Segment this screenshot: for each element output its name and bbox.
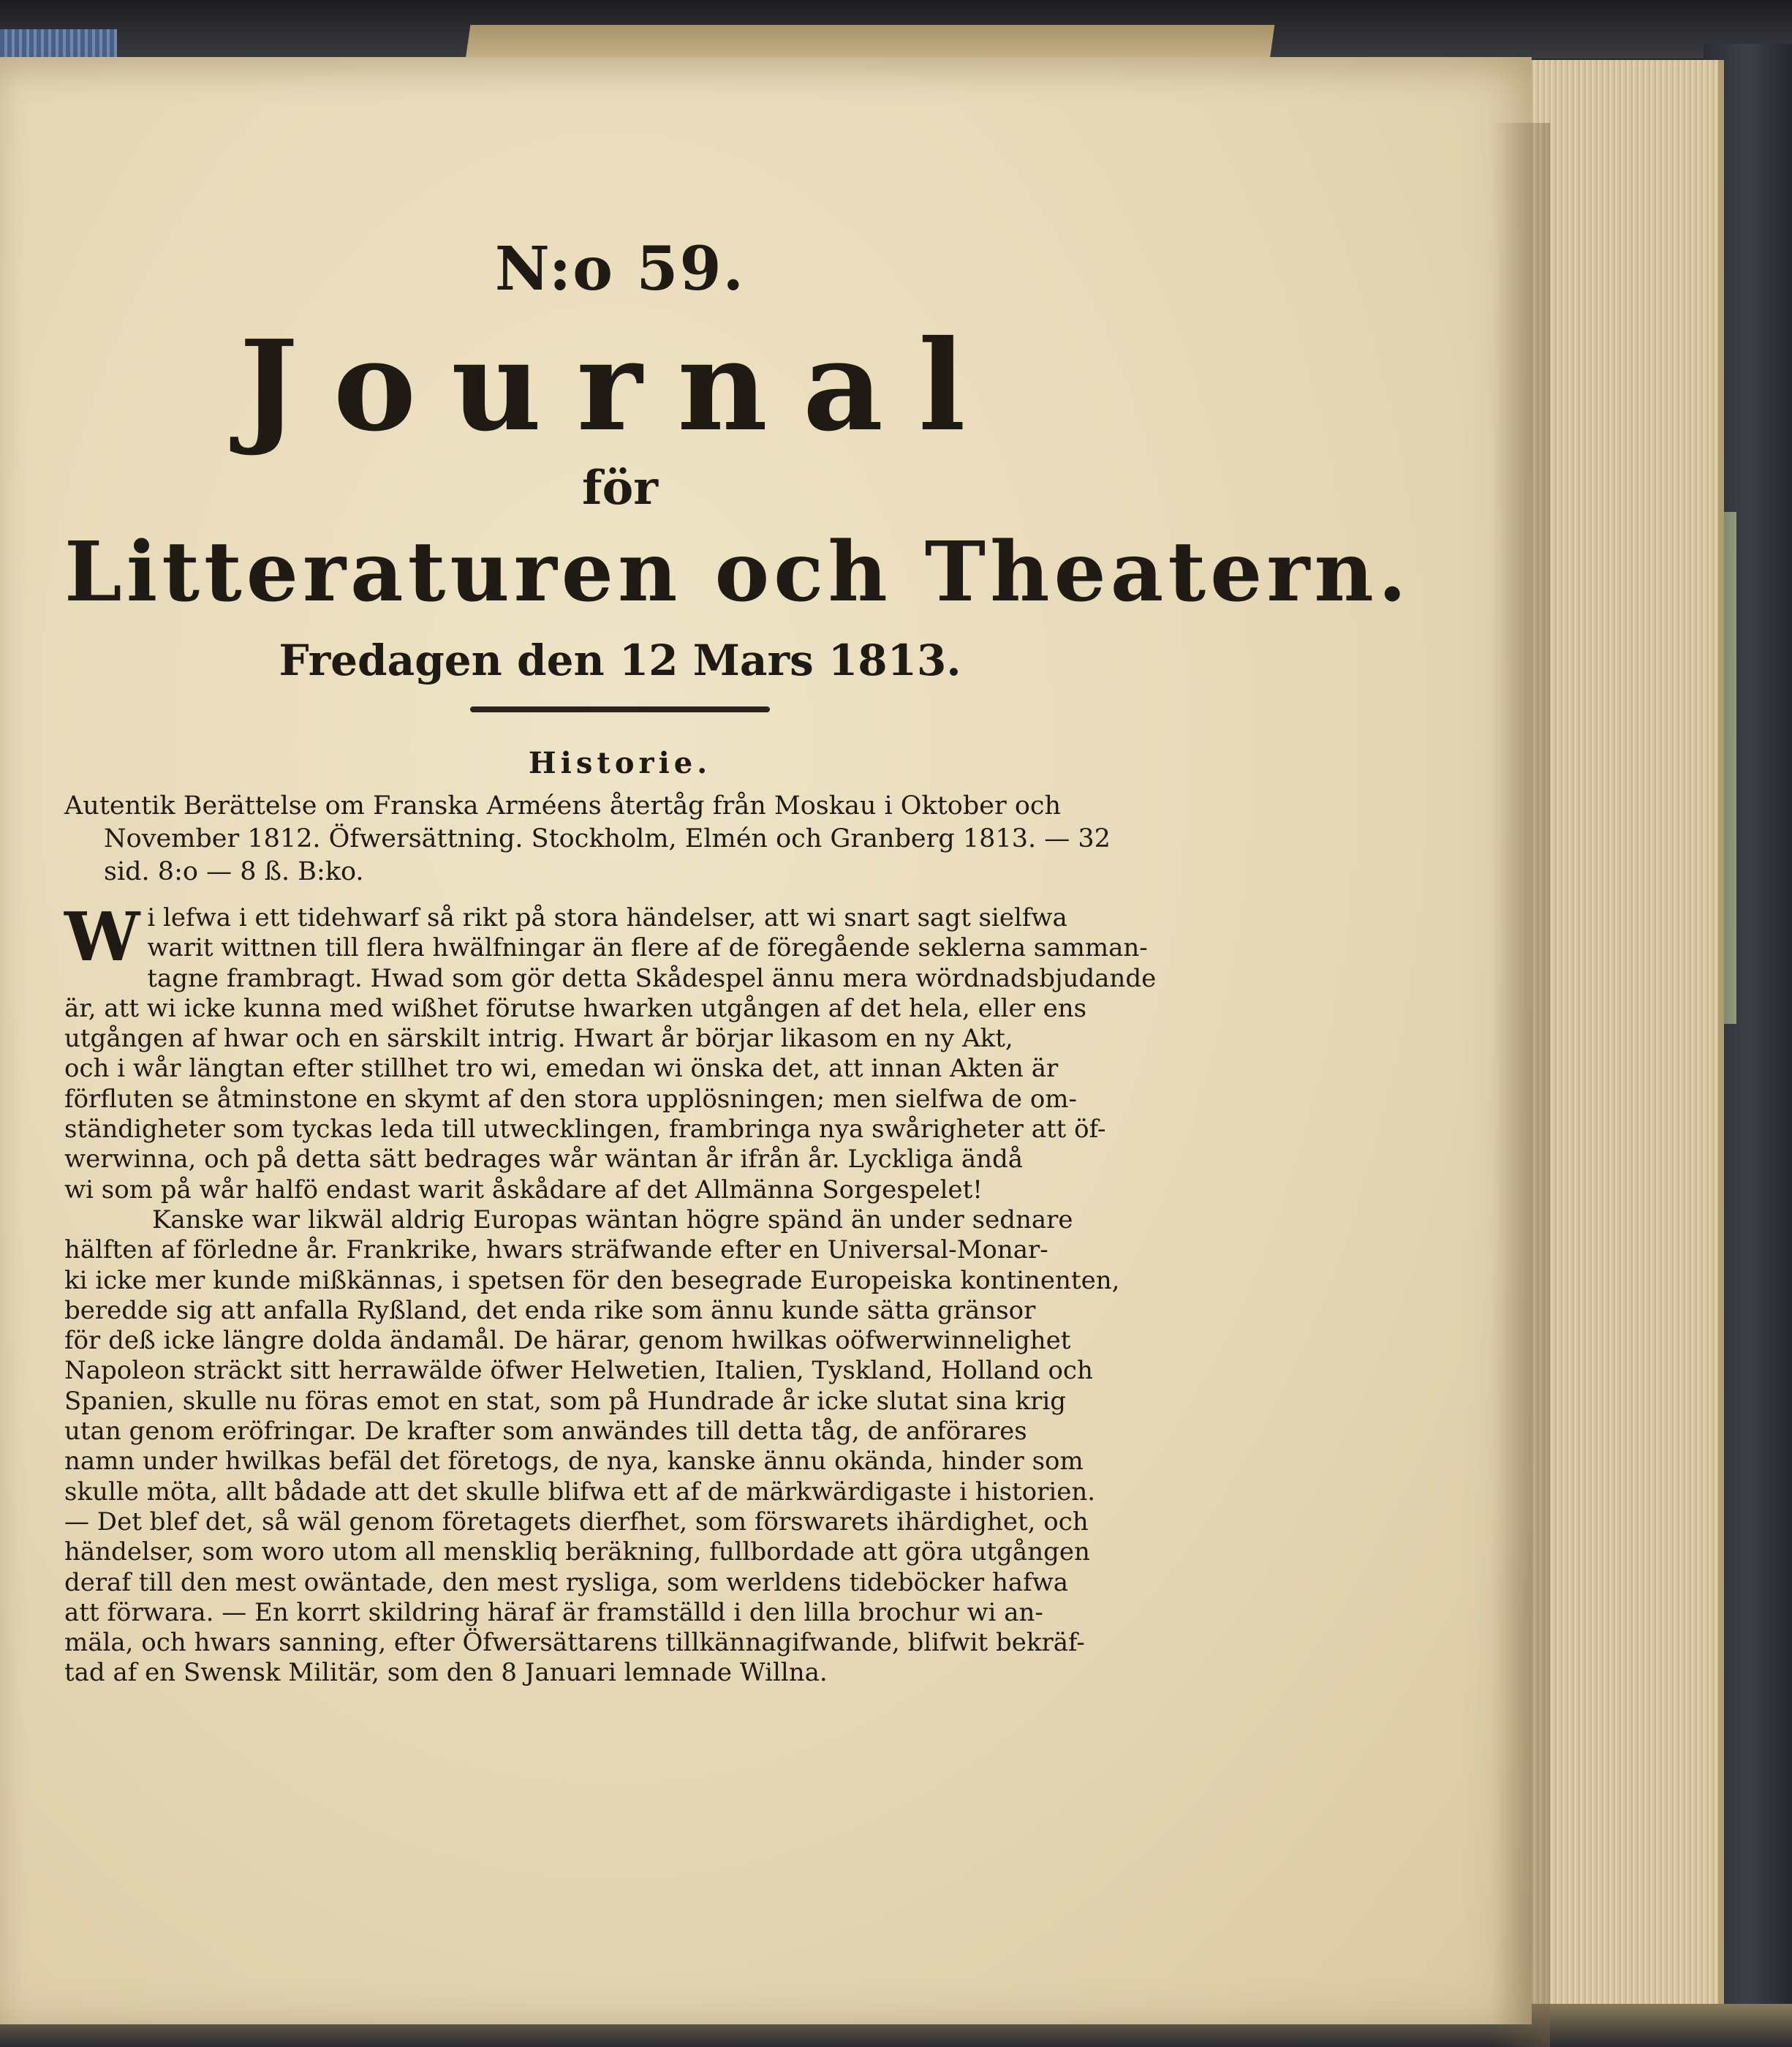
text-line: att förwara. — En korrt skildring häraf är framställd i den lilla brochur wi an- — [64, 1597, 1043, 1627]
text-line: utgången af hwar och en särskilt intrig. Hwart år börjar likasom en ny Akt, — [64, 1024, 1013, 1054]
text-line: tagne frambragt. Hwad som gör detta Skådespel ännu mera wördnadsbjudande — [147, 963, 1157, 993]
masthead-subtitle: Litteraturen och Theatern. — [64, 524, 1411, 620]
text-line: ki icke mer kunde mißkännas, i spetsen för den besegrade Europeiska kontinenten, — [64, 1265, 1120, 1295]
text-line: wi som på wår halfö endast warit åskådare af det Allmänna Sorgespelet! — [64, 1175, 983, 1205]
text-line: namn under hwilkas befäl det företogs, de nya, kanske ännu okända, hinder som — [64, 1447, 1084, 1477]
text-line: — Det blef det, så wäl genom företagets dierfhet, som förswarets ihärdighet, och — [64, 1507, 1089, 1537]
header-divider — [470, 706, 770, 712]
text-line: är, att wi icke kunna med wißhet förutse hwarken utgången af det hela, eller ens — [64, 993, 1087, 1023]
text-line: hälften af förledne år. Frankrike, hwars sträfwande efter en Universal-Monar- — [64, 1235, 1048, 1265]
paragraph-1 — [64, 897, 1176, 1205]
drop-cap: W — [64, 897, 140, 976]
text-line: tad af en Swensk Militär, som den 8 Januari lemnade Willna. — [64, 1658, 828, 1688]
text-line: Spanien, skulle nu föras emot en stat, som på Hundrade år icke slutat sina krig — [64, 1386, 1067, 1416]
newspaper-page — [0, 57, 1532, 2024]
text-line: Napoleon sträckt sitt herrawälde öfwer Helwetien, Italien, Tyskland, Holland och — [64, 1356, 1093, 1386]
gutter-shadow — [1492, 123, 1550, 2047]
page-content — [64, 233, 1411, 1689]
paragraph-2 — [64, 1205, 1176, 1689]
masthead-for: för — [582, 461, 658, 516]
text-line: beredde sig att anfalla Ryßland, det enda rike som ännu kunde sätta gränsor — [64, 1295, 1036, 1325]
text-line: och i wår längtan efter stillhet tro wi, emedan wi önska det, att innan Akten är — [64, 1054, 1059, 1084]
citation-line: November 1812. Öfwersättning. Stockholm, Elmén och Granberg 1813. — 32 — [104, 824, 1111, 853]
text-line: utan genom eröfringar. De krafter som anwändes till detta tåg, de anförares — [64, 1417, 1027, 1447]
citation-line: Autentik Berättelse om Franska Arméens återtåg från Moskau i Oktober och — [64, 791, 1062, 821]
text-line: för deß icke längre dolda ändamål. De härar, genom hwilkas oöfwerwinnelighet — [64, 1326, 1071, 1356]
text-line: warit wittnen till flera hwälfningar än flere af de föregående seklerna samman- — [147, 933, 1148, 963]
text-line: ständigheter som tyckas leda till utwecklingen, frambringa nya swårigheter att öf- — [64, 1115, 1106, 1145]
text-line: i lefwa i ett tidehwarf så rikt på stora händelser, att wi snart sagt sielfwa — [147, 903, 1067, 932]
book-citation — [64, 790, 1176, 889]
issue-number: N:o 59. — [494, 234, 746, 304]
text-line: förfluten se åtminstone en skymt af den stora upplösningen; men sielfwa de om- — [64, 1084, 1078, 1114]
text-line: mäla, och hwars sanning, efter Öfwersättarens tillkännagifwande, blifwit bekräf- — [64, 1628, 1085, 1658]
text-line: deraf till den mest owäntade, den mest rysliga, som werldens tideböcker hafwa — [64, 1567, 1069, 1597]
section-heading: Historie. — [528, 746, 712, 780]
text-line: händelser, som woro utom all menskliq beräkning, fullbordade att göra utgången — [64, 1537, 1090, 1567]
binding-tape — [466, 25, 1275, 60]
text-line: werwinna, och på detta sätt bedrages wår wäntan år ifrån år. Lyckliga ändå — [64, 1145, 1024, 1175]
text-line: Kanske war likwäl aldrig Europas wäntan högre spänd än under sednare — [152, 1205, 1073, 1234]
text-line: skulle möta, allt bådade att det skulle blifwa ett af de märkwärdigaste i historien. — [64, 1477, 1096, 1507]
masthead-title: Journal — [239, 313, 1001, 459]
issue-date: Fredagen den 12 Mars 1813. — [279, 636, 961, 685]
citation-line: sid. 8:o — 8 ß. B:ko. — [104, 857, 364, 886]
